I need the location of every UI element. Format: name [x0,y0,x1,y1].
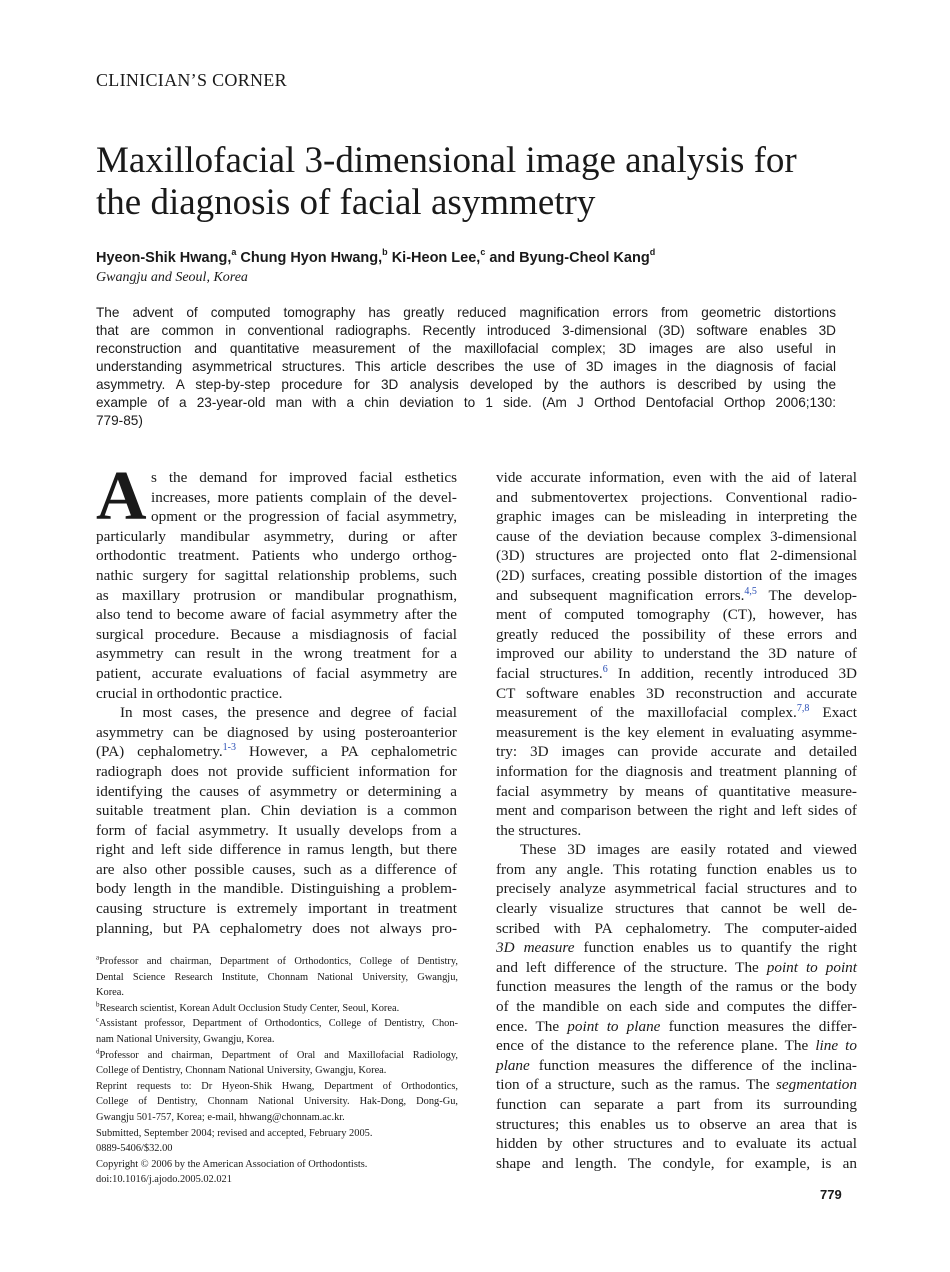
body-line: cause of the deviation because complex 3-dimensional [496,527,857,545]
author-name: Hyeon-Shik Hwang, [96,249,232,266]
footnote-line [96,1110,458,1126]
body-line: precisely analyze asymmetrical facial structures and to [496,880,857,898]
article-title [96,140,876,224]
author-name: Chung Hyon Hwang, [236,249,383,266]
drop-cap: A [96,458,147,535]
body-line: In most cases, the presence and degree of facial [120,704,457,722]
body-line: identifying the causes of asymmetry or determining a [96,782,457,800]
body-line [496,664,857,684]
body-text: (PA) cephalometry. [96,743,223,761]
body-line: facial asymmetry by means of quantitative measure- [496,782,857,800]
body-line [496,586,857,606]
section-label: CLINICIAN’S CORNER [96,70,287,90]
body-text: measurement of the maxillofacial complex. [496,704,797,722]
footnote-line [96,954,458,970]
body-line: patient, accurate evaluations of facial asymmetry are [96,664,457,682]
body-line: greatly reduced the possibility of these errors and [496,625,857,643]
footnote-line: Reprint requests to: Dr Hyeon-Shik Hwang, Department of Orthodontics, [96,1080,458,1092]
abstract-line: 779-85) [96,413,143,428]
body-line: s the demand for improved facial esthetics [151,469,457,486]
body-line: try: 3D images can provide accurate and detailed [496,743,857,761]
body-line: graphic images can be misleading in interpreting the [496,508,857,526]
body-line: particularly mandibular asymmetry, during or after [96,527,457,545]
body-line: function measures the length of the ramus or the body [496,978,857,996]
abstract-line: The advent of computed tomography has greatly reduced magnification errors from geometric distortions [96,305,836,320]
body-text-italic: plane [496,1056,530,1074]
body-column-left [96,468,457,938]
body-text: However, a PA cephalometric [236,743,458,761]
citation-link[interactable]: 1-3 [222,742,236,754]
body-line: are also other possible causes, such as a difference of [96,860,457,878]
body-line: causing structure is extremely important in treatment [96,900,457,918]
body-text: ence of the distance to the reference plane. The [496,1037,816,1055]
footnote-line [96,1048,458,1064]
citation-link[interactable]: 6 [602,663,608,675]
footnote-line: Korea. [96,987,124,999]
body-line [496,1036,857,1056]
footnotes [96,954,458,1188]
body-line: These 3D images are easily rotated and viewed [520,841,857,859]
abstract-line: that are common in conventional radiographs. Recently introduced 3-dimensional (3D) software enables 3D [96,323,836,338]
body-line: of the mandible on each side and computes the differ- [496,998,857,1016]
author-list [96,248,655,266]
body-text-italic: 3D measure [496,939,575,957]
body-text: function enables us to quantify the right [574,939,857,957]
footnote-line: doi:10.1016/j.ajodo.2005.02.021 [96,1174,232,1186]
title-line: the diagnosis of facial asymmetry [96,182,596,223]
abstract-line: understanding asymmetrical structures. This article describes the use of 3D images in the diagnosis of facial [96,359,836,374]
body-line: crucial in orthodontic practice. [96,684,283,702]
footnote-text[interactable]: Gwangju 501-757, Korea; e-mail, hhwang@chonnam.ac.kr. [96,1111,345,1123]
body-line: ment of computed tomography (CT), however, has [496,606,857,624]
body-line: as maxillary protrusion or mandibular prognathism, [96,586,457,604]
footnote-text: Research scientist, Korean Adult Occlusion Study Center, Seoul, Korea. [99,1002,400,1014]
author-affiliation-mark: b [382,247,388,257]
footnote-line: College of Dentistry, Chonnam National University. Hak-Dong, Dong-Gu, [96,1096,458,1108]
title-line: Maxillofacial 3-dimensional image analysis for [96,140,797,181]
body-line: and submentovertex projections. Conventional radio- [496,488,857,506]
body-text: function measures the differ- [660,1017,857,1035]
citation-link[interactable]: 4,5 [744,585,757,597]
body-line: right and left side difference in ramus length, but there [96,841,457,859]
footnote-line: College of Dentistry, Chonnam National University, Gwangju, Korea. [96,1065,387,1077]
body-line: hidden by other structures and to evaluate its actual [496,1135,857,1153]
abstract-line: example of a 23-year-old man with a chin deviation to 1 side. (Am J Orthod Dentofacial Orthop 2006;130: [96,395,836,410]
footnote-mark: a [96,953,100,962]
body-text: tion of a structure, such as the ramus. The [496,1076,776,1094]
footnote-mark: c [96,1015,100,1024]
body-line: (3D) structures are projected onto flat 2-dimensional [496,547,857,565]
body-line: structures; this enables us to observe an area that is [496,1115,857,1133]
body-line: shape and length. The condyle, for example, is an [496,1154,857,1172]
body-text: Exact [809,704,857,722]
body-line: ment and comparison between the right and left sides of [496,802,857,820]
abstract [96,304,836,430]
body-line: the structures. [496,821,582,839]
body-line: CT software enables 3D reconstruction and accurate [496,684,857,702]
body-line [496,1056,857,1076]
body-line [96,742,457,762]
abstract-line: asymmetry. A step-by-step procedure for 3D analysis developed by the authors is described by using the [96,377,836,392]
body-line [496,703,857,723]
body-line: form of facial asymmetry. It usually develops from a [96,821,457,839]
body-line: vide accurate information, even with the aid of lateral [496,469,857,486]
author-affiliation-mark: c [480,247,486,257]
body-line: increases, more patients complain of the devel- [151,488,457,506]
footnote-text: Professor and chairman, Department of Oral and Maxillofacial Radiology, [99,1049,458,1061]
body-line: asymmetry can be diagnosed by using posteroanterior [96,723,457,741]
body-text-italic: line to [815,1037,857,1055]
body-line [496,1017,857,1037]
footnote-line [96,1001,458,1017]
author-name: and Byung-Cheol Kang [485,249,650,266]
footnote-line: Copyright © 2006 by the American Association of Orthodontists. [96,1158,368,1170]
body-line: planning, but PA cephalometry does not always pro- [96,919,457,937]
citation-link[interactable]: 7,8 [796,703,810,715]
body-line: function can separate a part from its surrounding [496,1096,857,1113]
footnote-line: Submitted, September 2004; revised and accepted, February 2005. [96,1127,373,1139]
author-affiliation-mark: d [649,247,656,257]
body-line: nathic surgery for sagittal relationship problems, such [96,566,457,584]
body-line: radiograph does not provide sufficient information for [96,762,457,780]
body-line: also tend to become aware of facial asymmetry after the [96,606,457,624]
body-text: In addition, recently introduced 3D [607,664,858,682]
abstract-line: reconstruction and quantitative measurement of the maxillofacial complex; 3D images are also useful in [96,341,836,356]
page-number: 779 [820,1187,842,1202]
footnote-text: Assistant professor, Department of Orthodontics, College of Dentistry, Chon- [99,1018,458,1030]
footnote-text: Professor and chairman, Department of Orthodontics, College of Dentistry, [99,956,458,967]
body-line: opment or the progression of facial asymmetry, [151,508,457,526]
body-line: improved our ability to understand the 3D nature of [496,645,857,663]
author-location: Gwangju and Seoul, Korea [96,270,248,285]
body-line: measurement is the key element in evaluating asymme- [496,723,857,741]
body-line [496,1075,857,1095]
footnote-line: 0889-5406/$32.00 [96,1143,173,1155]
body-text: facial structures. [496,664,603,682]
body-line: information for the diagnosis and treatment planning of [496,762,857,780]
body-text: function measures the difference of the inclina- [529,1056,857,1074]
body-line: orthodontic treatment. Patients who undergo orthog- [96,547,457,565]
body-text-italic: segmentation [776,1076,857,1094]
body-line: suitable treatment plan. Chin deviation is a common [96,802,457,820]
body-text-italic: point to point [766,958,857,976]
author-name: Ki-Heon Lee, [387,249,481,266]
author-affiliation-mark: a [231,247,237,257]
body-text: ence. The [496,1017,568,1035]
footnote-line [96,1016,458,1032]
footnote-mark: d [96,1047,100,1056]
body-text: and subsequent magnification errors. [496,586,745,604]
body-text: and left difference of the structure. The [496,958,767,976]
body-line: (2D) surfaces, creating possible distortion of the images [496,566,857,584]
body-column-right [496,468,857,1173]
body-line: body length in the mandible. Distinguishing a problem- [96,880,457,898]
body-text: The develop- [756,586,857,604]
body-line: from any angle. This rotating function enables us to [496,860,857,878]
body-text-italic: point to plane [567,1017,661,1035]
body-line: scribed with PA cephalometry. The computer-aided [496,919,857,937]
footnote-line: nam National University, Gwangju, Korea. [96,1033,275,1045]
body-line: asymmetry can result in the wrong treatment for a [96,645,457,663]
footnote-line: Dental Science Research Institute, Chonnam National University, Gwangju, [96,971,458,983]
body-line [496,958,857,978]
body-line: surgical procedure. Because a misdiagnosis of facial [96,625,457,643]
footnote-mark: b [96,1000,100,1009]
body-line: clearly visualize structures that cannot be well de- [496,900,857,918]
body-line [496,938,857,958]
